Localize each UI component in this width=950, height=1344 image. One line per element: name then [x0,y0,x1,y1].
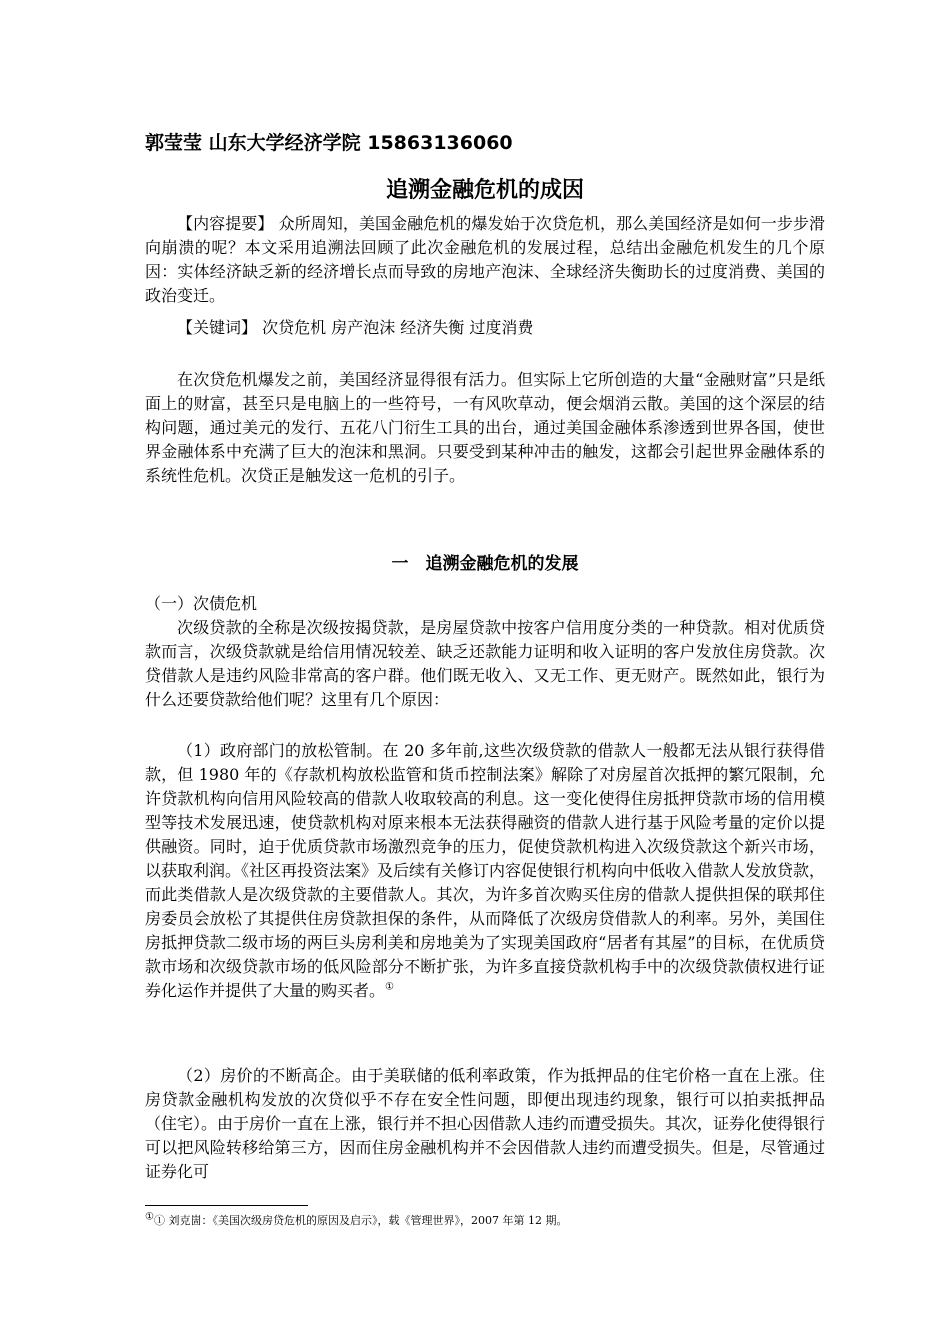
keywords-label: 【关键词】 [177,318,258,337]
abstract-text: 众所周知，美国金融危机的爆发始于次贷危机，那么美国经济是如何一步步滑向崩溃的呢？本文采用追溯法回顾了此次金融危机的发展过程，总结出金融危机发生的几个原因：实体经济缺乏新的经济增长点而导致的房地产泡沫、全球经济失衡助长的过度消费、美国的政治变迁。 [145,214,825,305]
author-line: 郭莹莹 山东大学经济学院 15863136060 [145,132,513,154]
body-paragraph-3: （2）房价的不断高企。由于美联储的低利率政策，作为抵押品的住宅价格一直在上涨。住房贷款金融机构发放的次贷似乎不存在安全性问题，即便出现违约现象，银行可以拍卖抵押品（住宅）。由于房价一直在上涨，银行并不担心因借款人违约而遭受损失。其次，证券化使得银行可以把风险转移给第三方，因而住房金融机构并不会因借款人违约而遭受损失。但是，尽管通过证券化可 [145,1066,826,1181]
abstract-label: 【内容提要】 [177,214,274,233]
section-heading: 一 追溯金融危机的发展 [391,554,579,574]
footnote-mark: ① [145,1211,154,1223]
sub-heading: （一）次债危机 [145,594,258,613]
footnote-reference[interactable]: ① [385,981,394,993]
footnote-divider [145,1205,308,1206]
intro-paragraph: 在次贷危机爆发之前，美国经济显得很有活力。但实际上它所创造的大量“金融财富”只是纸面上的财富，甚至只是电脑上的一些符号，一有风吹草动，便会烟消云散。美国的这个深层的结构问题，通过美元的发行、五花八门衍生工具的出台，通过美国金融体系渗透到世界各国，使世界金融体系中充满了巨大的泡沫和黑洞。只要受到某种冲击的触发，这都会引起世界金融体系的系统性危机。次贷正是触发这一危机的引子。 [145,370,825,485]
keywords-text: 次贷危机 房产泡沫 经济失衡 过度消费 [257,318,534,337]
footnote [145,1212,825,1230]
abstract [145,212,825,308]
keywords [145,316,825,340]
footnote-text: ① 刘克崮：《美国次级房贷危机的原因及启示》，载《管理世界》，2007 年第 12 期。 [153,1214,568,1227]
body-paragraph-2-text: （1）政府部门的放松管制。在 20 多年前,这些次级贷款的借款人一般都无法从银行获得借款，但 1980 年的《存款机构放松监管和货币控制法案》解除了对房屋首次抵押的繁冗限制，允许贷款机构向信用风险较高的借款人收取较高的利息。这一变化使得住房抵押贷款市场的信用模型等技术发展迅速，使贷款机构对原来根本无法获得融资的借款人进行基于风险考量的定价以提供融资。同时，迫于优质贷款市场激烈竞争的压力，促使贷款机构进入次级贷款这个新兴市场，以获取利润。《社区再投资法案》及后续有关修订内容促使银行机构向中低收入借款人发放贷款，而此类借款人是次级贷款的主要借款人。其次，为许多首次购买住房的借款人提供担保的联邦住房委员会放松了其提供住房贷款担保的条件，从而降低了次级房贷借款人的利率。另外，美国住房抵押贷款二级市场的两巨头房利美和房地美为了实现美国政府“居者有其屋”的目标，在优质贷款市场和次级贷款市场的低风险部分不断扩张，为许多直接贷款机构手中的次级贷款债权进行证券化运作并提供了大量的购买者。 [145,741,826,1000]
page-title: 追溯金融危机的成因 [385,178,584,203]
body-paragraph-2 [145,739,825,1003]
body-paragraph-1: 次级贷款的全称是次级按揭贷款，是房屋贷款中按客户信用度分类的一种贷款。相对优质贷款而言，次级贷款就是给信用情况较差、缺乏还款能力证明和收入证明的客户发放住房贷款。次贷借款人是违约风险非常高的客户群。他们既无收入、又无工作、更无财产。既然如此，银行为什么还要贷款给他们呢？这里有几个原因： [145,618,825,709]
